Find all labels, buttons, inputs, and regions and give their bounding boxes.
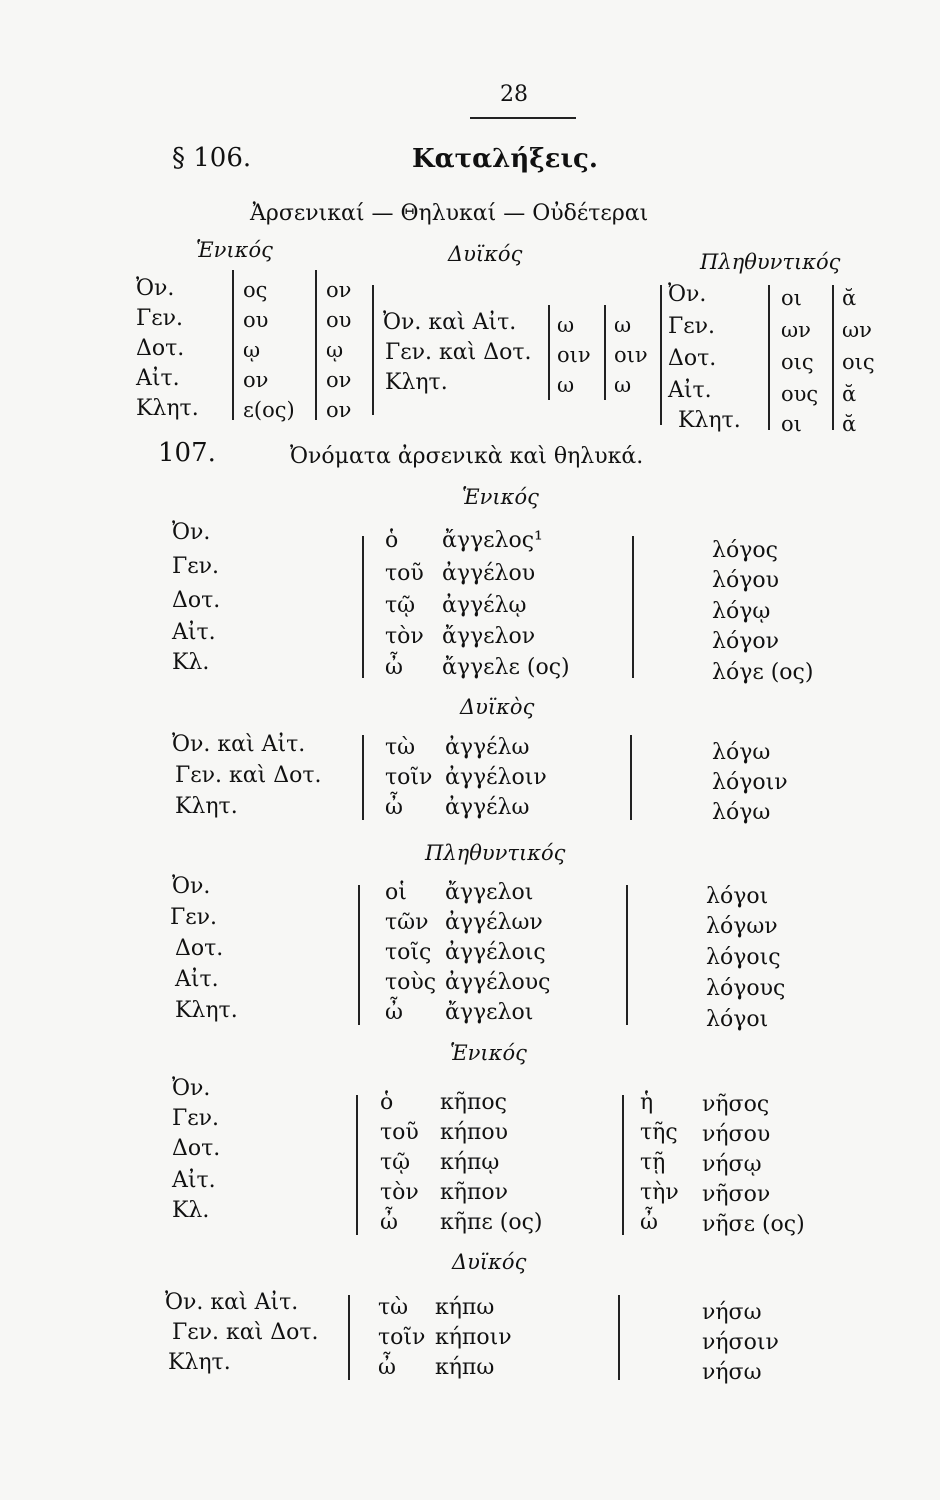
ending: ῳ — [243, 338, 261, 362]
section-107-title: Ὀνόματα ἀρσενικὰ καὶ θηλυκά. — [290, 444, 644, 469]
noun-form: κήποιν — [435, 1325, 512, 1350]
case-label: Δοτ. — [172, 588, 221, 613]
heading-dual: Δυϊκός — [448, 242, 523, 266]
article: τὸν — [380, 1180, 419, 1205]
case-label: Κλητ. — [168, 1350, 231, 1375]
article: τῷ — [380, 1150, 411, 1175]
article: τὼ — [378, 1295, 409, 1320]
noun-form: ἀγγέλους — [445, 970, 551, 995]
case-label: Γεν. — [668, 314, 716, 339]
noun-form: λόγον — [712, 629, 779, 654]
noun-form: ἀγγέλῳ — [442, 593, 527, 618]
case-label: Αἰτ. — [172, 1168, 216, 1193]
article: τοῖς — [385, 940, 432, 965]
case-label: Δοτ. — [172, 1136, 221, 1161]
noun-form: κήπῳ — [440, 1150, 500, 1175]
divider — [348, 1295, 350, 1380]
noun-form: κῆπος — [440, 1090, 507, 1115]
noun-form: ἀγγέλου — [442, 561, 536, 586]
case-label: Ὀν. — [172, 1076, 211, 1101]
ending: ον — [243, 368, 269, 392]
case-label: Γεν. καὶ Δοτ. — [172, 1320, 319, 1345]
noun-form: νῆσος — [702, 1092, 770, 1117]
article: ὦ — [385, 655, 403, 680]
divider — [626, 885, 628, 1025]
case-label: Ὀν. — [136, 276, 175, 301]
article: τοῖν — [385, 765, 433, 790]
noun-form: κήπω — [435, 1355, 495, 1380]
noun-form: λόγος — [712, 538, 778, 563]
case-label: Γεν. καὶ Δοτ. — [175, 763, 322, 788]
noun-form: ἄγγελοι — [445, 880, 534, 905]
divider — [548, 305, 550, 400]
ending: οιν — [557, 343, 591, 367]
article: τῶν — [385, 910, 429, 935]
article: ὦ — [380, 1210, 398, 1235]
noun-form: νήσῳ — [702, 1152, 762, 1177]
noun-form: νήσω — [702, 1360, 762, 1385]
article: τοῖν — [378, 1325, 426, 1350]
heading-dual: Δυϊκός — [452, 1250, 527, 1274]
divider — [618, 1295, 620, 1380]
article: τῷ — [385, 593, 416, 618]
ending: ου — [243, 308, 269, 332]
case-label: Κλητ. — [678, 408, 741, 433]
noun-form: ἀγγέλω — [445, 735, 530, 760]
case-label: Δοτ. — [175, 936, 224, 961]
divider — [356, 1095, 358, 1235]
noun-form: ἀγγέλοις — [445, 940, 546, 965]
divider — [630, 735, 632, 820]
heading-singular: Ἑνικός — [196, 238, 273, 262]
noun-form: λόγοιν — [712, 770, 788, 795]
article: τοὺς — [385, 970, 437, 995]
case-label: Ὀν. καὶ Αἰτ. — [383, 310, 517, 335]
noun-form: λόγοις — [706, 945, 781, 970]
noun-form: νήσοιν — [702, 1330, 779, 1355]
case-label: Δοτ. — [668, 346, 717, 371]
article: ὦ — [385, 1000, 403, 1025]
divider — [622, 1095, 624, 1235]
divider — [604, 305, 606, 400]
ending: ον — [326, 368, 352, 392]
article: τὼ — [385, 735, 416, 760]
noun-form: κῆπον — [440, 1180, 509, 1205]
ending: οις — [781, 350, 814, 374]
noun-form: ἄγγελος¹ — [442, 528, 543, 553]
divider — [232, 270, 234, 420]
noun-form: λόγε (ος) — [712, 660, 814, 685]
case-label: Αἰτ. — [668, 378, 712, 403]
ending: ος — [243, 278, 268, 302]
noun-form: λόγῳ — [712, 599, 771, 624]
noun-form: ἀγγέλων — [445, 910, 543, 935]
divider — [768, 285, 770, 430]
noun-form: νήσου — [702, 1122, 771, 1147]
noun-form: λόγων — [706, 914, 778, 939]
case-label: Γεν. — [170, 905, 218, 930]
heading-plural: Πληθυντικός — [700, 250, 841, 274]
noun-form: νήσω — [702, 1300, 762, 1325]
article: ἡ — [640, 1090, 654, 1115]
ending: ε(ος) — [243, 398, 295, 422]
noun-form: λόγου — [712, 568, 779, 593]
page-number: 28 — [500, 82, 528, 107]
noun-form: ἄγγελοι — [445, 1000, 534, 1025]
case-label: Κλητ. — [175, 794, 238, 819]
case-label: Κλητ. — [175, 998, 238, 1023]
case-label: Αἰτ. — [136, 366, 180, 391]
divider — [362, 536, 364, 678]
case-label: Αἰτ. — [175, 967, 219, 992]
article: ὦ — [640, 1210, 658, 1235]
ending: ων — [781, 318, 811, 342]
case-label: Ὀν. — [172, 520, 211, 545]
case-label: Γεν. — [172, 1106, 220, 1131]
article: τῆς — [640, 1120, 678, 1145]
divider — [372, 285, 374, 415]
noun-form: λόγοι — [706, 1007, 769, 1032]
divider — [358, 885, 360, 1025]
noun-form: ἀγγέλοιν — [445, 765, 547, 790]
case-label: Κλητ. — [385, 370, 448, 395]
noun-form: ἄγγελον — [442, 624, 536, 649]
ending: οι — [781, 412, 802, 436]
heading-dual: Δυϊκὸς — [460, 695, 535, 719]
noun-form: λόγοι — [706, 884, 769, 909]
ending: ᾰ — [842, 286, 857, 310]
case-label: Κλ. — [172, 650, 210, 675]
article: τὸν — [385, 624, 424, 649]
ending: ων — [842, 318, 872, 342]
noun-form: νῆσε (ος) — [702, 1212, 805, 1237]
ending: ω — [614, 373, 632, 397]
divider — [362, 735, 364, 820]
divider — [632, 536, 634, 678]
heading-plural: Πληθυντικός — [425, 841, 566, 865]
ending: ους — [781, 382, 819, 406]
noun-form: λόγω — [712, 800, 771, 825]
case-label: Ὀν. — [668, 282, 707, 307]
article: ὁ — [385, 528, 399, 553]
heading-singular: Ἑνικός — [462, 485, 539, 509]
heading-singular: Ἑνικός — [450, 1041, 527, 1065]
article: ὦ — [378, 1355, 396, 1380]
case-label: Κλ. — [172, 1198, 210, 1223]
ending: ω — [614, 313, 632, 337]
noun-form: ἀγγέλω — [445, 795, 530, 820]
ending: οι — [781, 286, 802, 310]
noun-form: ἄγγελε (ος) — [442, 655, 570, 680]
ending: ῳ — [326, 338, 344, 362]
ending: ᾰ — [842, 382, 857, 406]
section-106: § 106. — [172, 143, 252, 173]
divider — [832, 285, 834, 430]
article: τῇ — [640, 1150, 666, 1175]
divider — [315, 270, 317, 420]
case-label: Αἰτ. — [172, 620, 216, 645]
noun-form: νῆσον — [702, 1182, 771, 1207]
case-label: Γεν. — [136, 306, 184, 331]
genders-line: Ἀρσενικαί — Θηλυκαί — Οὐδέτεραι — [250, 201, 649, 226]
case-label: Γεν. καὶ Δοτ. — [385, 340, 532, 365]
ending: ον — [326, 398, 352, 422]
article: τοῦ — [380, 1120, 419, 1145]
header-rule — [470, 117, 576, 119]
case-label: Ὀν. καὶ Αἰτ. — [165, 1290, 299, 1315]
ending: ον — [326, 278, 352, 302]
ending: ου — [326, 308, 352, 332]
ending: οις — [842, 350, 875, 374]
article: τὴν — [640, 1180, 679, 1205]
noun-form: λόγω — [712, 740, 771, 765]
case-label: Ὀν. καὶ Αἰτ. — [172, 732, 306, 757]
noun-form: κῆπε (ος) — [440, 1210, 543, 1235]
article: οἱ — [385, 880, 407, 905]
section-106-title: Καταλήξεις. — [412, 144, 598, 174]
divider — [660, 285, 662, 425]
noun-form: κήπω — [435, 1295, 495, 1320]
article: ὦ — [385, 795, 403, 820]
ending: ω — [557, 373, 575, 397]
section-107: 107. — [158, 438, 216, 468]
case-label: Ὀν. — [172, 874, 211, 899]
noun-form: λόγους — [706, 976, 786, 1001]
case-label: Γεν. — [172, 554, 220, 579]
article: τοῦ — [385, 561, 424, 586]
case-label: Κλητ. — [136, 396, 199, 421]
ending: οιν — [614, 343, 648, 367]
ending: ω — [557, 313, 575, 337]
case-label: Δοτ. — [136, 336, 185, 361]
ending: ᾰ — [842, 412, 857, 436]
article: ὁ — [380, 1090, 394, 1115]
noun-form: κήπου — [440, 1120, 509, 1145]
